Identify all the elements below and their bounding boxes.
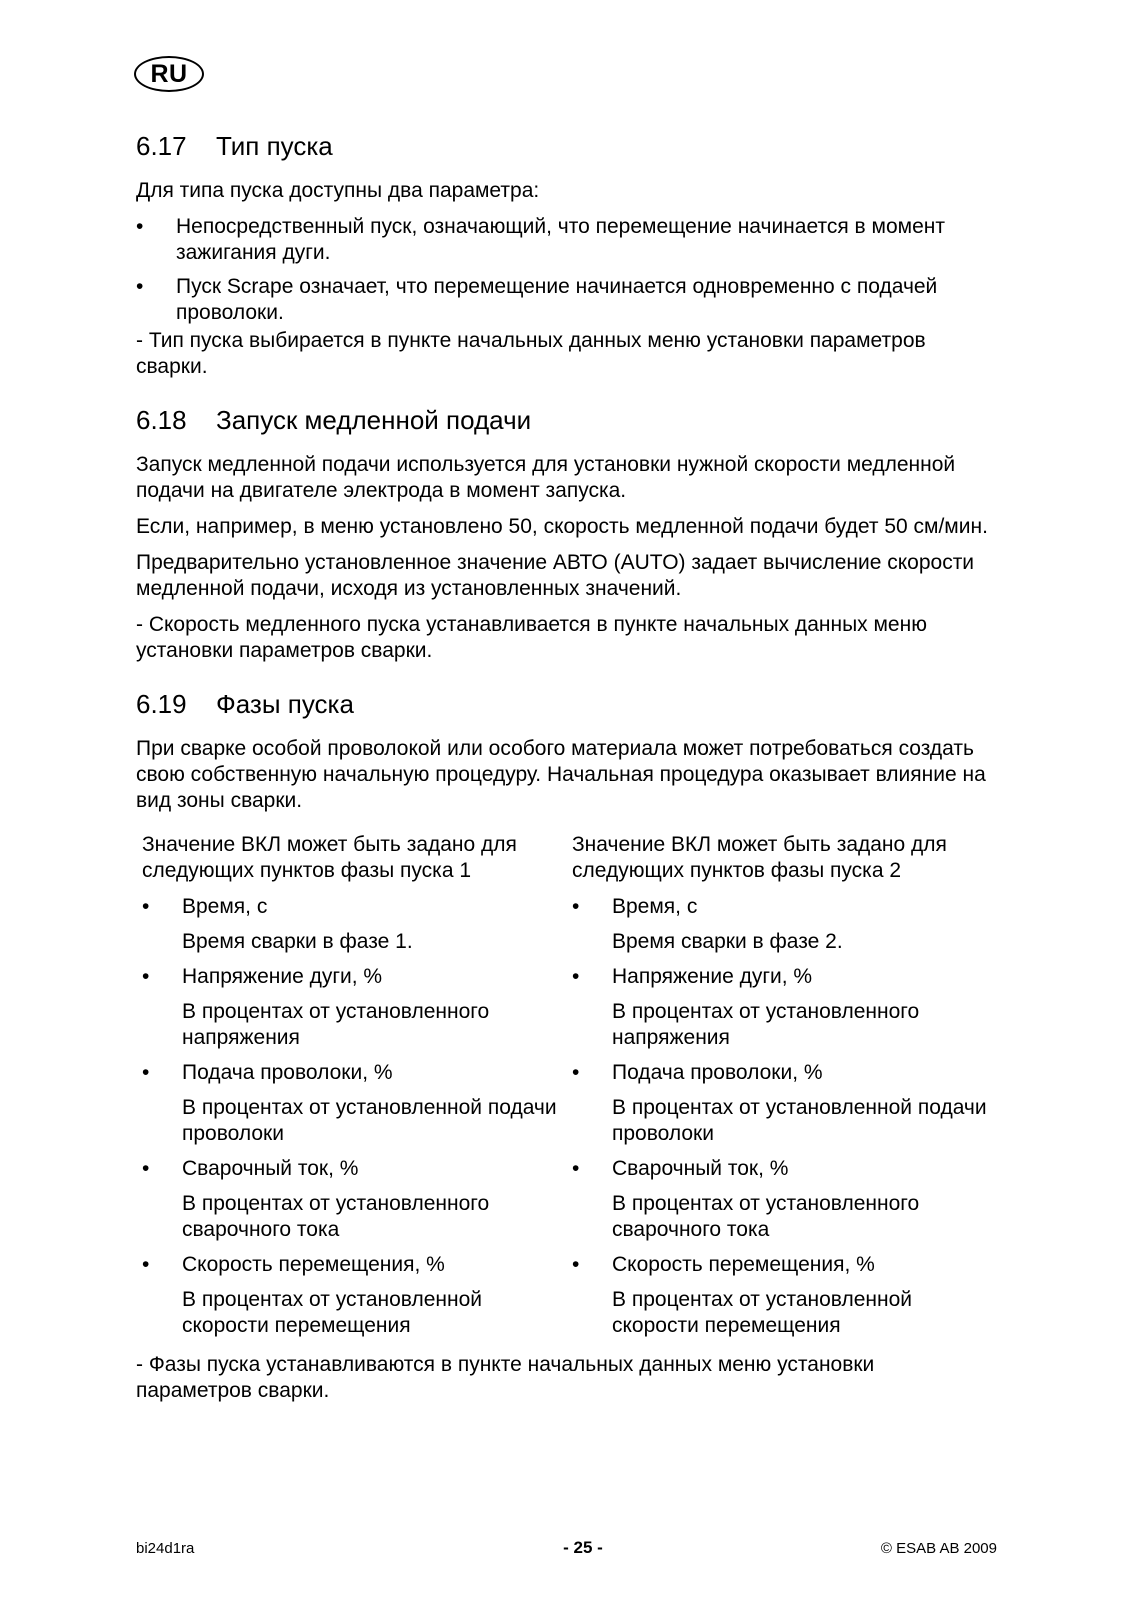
item-label: Напряжение дуги, %	[612, 965, 813, 988]
copyright: © ESAB AB 2009	[880, 1540, 997, 1557]
section-heading	[136, 128, 996, 164]
section-heading	[136, 686, 996, 722]
bullet-icon: •	[142, 1253, 150, 1276]
bullet-icon: •	[136, 215, 144, 238]
list-item	[572, 894, 996, 955]
paragraph: Если, например, в меню установлено 50, скорость медленной подачи будет 50 см/мин.	[136, 515, 988, 538]
list-item	[142, 1156, 566, 1243]
item-description: В процентах от установленной подачи проволоки	[182, 1096, 557, 1145]
bullet-icon: •	[142, 1061, 150, 1084]
list-item	[572, 964, 996, 1051]
page-number: - 25 -	[563, 1538, 603, 1557]
section-title: Тип пуска	[216, 131, 333, 161]
language-badge: RU	[134, 56, 204, 92]
list-item	[142, 1060, 566, 1147]
bullet-icon: •	[572, 1253, 580, 1276]
section-6-19	[136, 686, 996, 1404]
section-note: - Тип пуска выбирается в пункте начальных данных меню установки параметров сварки.	[136, 329, 926, 378]
bullet-icon: •	[572, 1061, 580, 1084]
item-description: В процентах от установленной подачи проволоки	[612, 1096, 987, 1145]
item-description: В процентах от установленного напряжения	[182, 1000, 490, 1049]
item-label: Подача проволоки, %	[182, 1061, 393, 1084]
item-description: В процентах от установленного сварочного тока	[612, 1192, 920, 1241]
section-intro: Для типа пуска доступны два параметра:	[136, 179, 540, 202]
item-label: Подача проволоки, %	[612, 1061, 823, 1084]
bullet-icon: •	[136, 275, 144, 298]
column-phase-1	[136, 832, 566, 1348]
bullet-list	[136, 214, 996, 326]
column-heading: Значение ВКЛ может быть задано для следующих пунктов фазы пуска 1	[142, 833, 517, 882]
bullet-icon: •	[142, 895, 150, 918]
section-title: Фазы пуска	[216, 689, 354, 719]
list-item	[136, 274, 996, 326]
section-title: Запуск медленной подачи	[216, 405, 532, 435]
section-6-17	[136, 128, 996, 380]
bullet-icon: •	[572, 965, 580, 988]
list-item	[572, 1252, 996, 1339]
phase-list	[142, 894, 566, 1339]
section-6-18	[136, 402, 996, 664]
list-item	[142, 1252, 566, 1339]
item-description: Время сварки в фазе 2.	[612, 930, 843, 953]
phase-list	[572, 894, 996, 1339]
paragraph: Запуск медленной подачи используется для установки нужной скорости медленной подачи на двигателе электрода в момент запуска.	[136, 453, 956, 502]
two-column-block	[136, 832, 996, 1348]
paragraph: Предварительно установленное значение АВТО (AUTO) задает вычисление скорости медленной подачи, исходя из установленных значений.	[136, 551, 975, 600]
item-description: В процентах от установленной скорости перемещения	[612, 1288, 913, 1337]
section-number: 6.17	[136, 131, 187, 161]
item-label: Скорость перемещения, %	[612, 1253, 875, 1276]
item-description: В процентах от установленного напряжения	[612, 1000, 920, 1049]
section-note: - Фазы пуска устанавливаются в пункте начальных данных меню установки параметров сварки.	[136, 1353, 875, 1402]
bullet-icon: •	[572, 895, 580, 918]
list-item-text: Непосредственный пуск, означающий, что перемещение начинается в момент зажигания дуги.	[176, 215, 945, 264]
item-label: Время, с	[612, 895, 698, 918]
bullet-icon: •	[572, 1157, 580, 1180]
list-item	[142, 964, 566, 1051]
item-description: Время сварки в фазе 1.	[182, 930, 413, 953]
item-description: В процентах от установленного сварочного тока	[182, 1192, 490, 1241]
list-item	[136, 214, 996, 266]
list-item-text: Пуск Scrape означает, что перемещение начинается одновременно с подачей проволоки.	[176, 275, 938, 324]
item-label: Время, с	[182, 895, 268, 918]
section-heading	[136, 402, 996, 438]
list-item	[142, 894, 566, 955]
section-intro: При сварке особой проволокой или особого материала может потребоваться создать свою собственную начальную процедуру. Начальная процедура оказывает влияние на вид зоны сварки.	[136, 737, 986, 812]
item-label: Напряжение дуги, %	[182, 965, 383, 988]
item-description: В процентах от установленной скорости перемещения	[182, 1288, 483, 1337]
page-content	[136, 128, 996, 1426]
paragraph: - Скорость медленного пуска устанавливается в пункте начальных данных меню установки параметров сварки.	[136, 613, 927, 662]
column-heading: Значение ВКЛ может быть задано для следующих пунктов фазы пуска 2	[572, 833, 947, 882]
bullet-icon: •	[142, 1157, 150, 1180]
section-number: 6.19	[136, 689, 187, 719]
section-number: 6.18	[136, 405, 187, 435]
column-phase-2	[566, 832, 996, 1348]
item-label: Сварочный ток, %	[182, 1157, 359, 1180]
list-item	[572, 1060, 996, 1147]
document-code: bi24d1ra	[136, 1540, 195, 1557]
item-label: Сварочный ток, %	[612, 1157, 789, 1180]
list-item	[572, 1156, 996, 1243]
bullet-icon: •	[142, 965, 150, 988]
item-label: Скорость перемещения, %	[182, 1253, 445, 1276]
